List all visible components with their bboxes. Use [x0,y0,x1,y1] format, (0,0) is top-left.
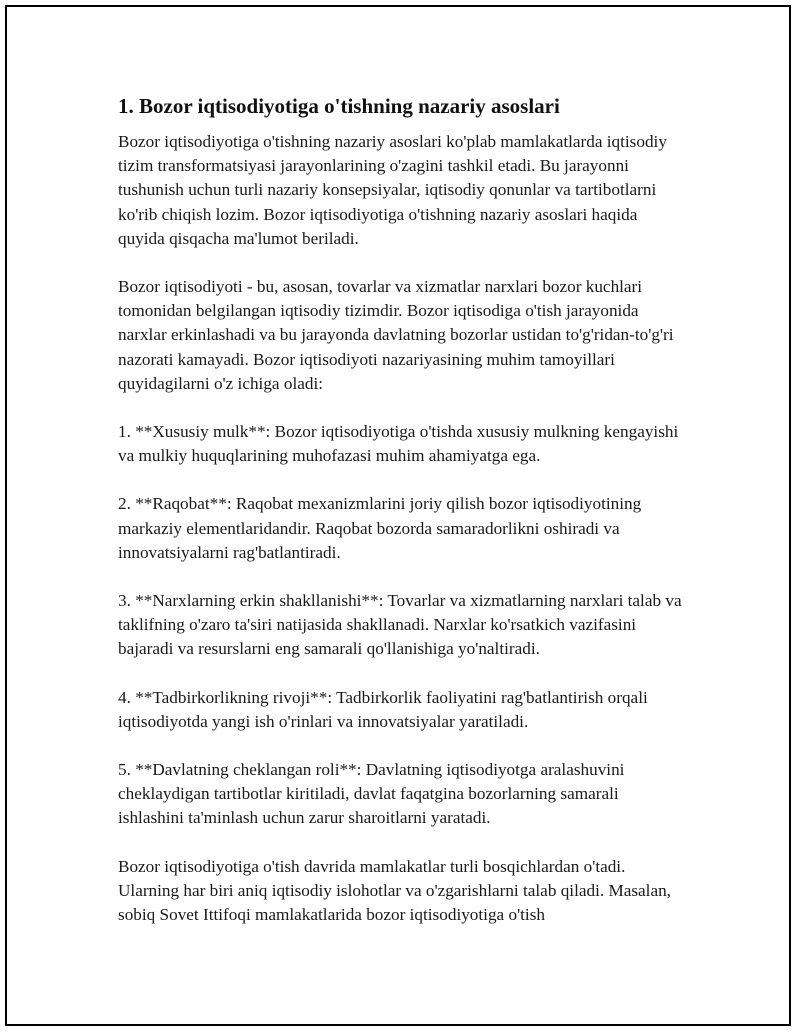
transition-paragraph: Bozor iqtisodiyotiga o'tish davrida mamlakatlar turli bosqichlardan o'tadi. Ularning har biri aniq iqtisodiy islohotlar va o'zgarishlarni talab qiladi. Masalan, sobiq Sovet Ittifoqi mamlakatlarida bozor iqtisodiyotiga o'tish [118,856,671,925]
principle-private-property: 1. **Xususiy mulk**: Bozor iqtisodiyotiga o'tishda xususiy mulkning kengayishi va mulkiy huquqlarining muhofazasi muhim ahamiyatga ega. [118,422,679,466]
definition-paragraph: Bozor iqtisodiyoti - bu, asosan, tovarlar va xizmatlar narxlari bozor kuchlari tomonidan belgilangan iqtisodiy tizimdir. Bozor iqtisodiga o'tish jarayonida narxlar erkinlashadi va bu jarayonda davlatning bozorlar ustidan to'g'ridan-to'g'ri nazorati kamayadi. Bozor iqtisodiyoti nazariyasining muhim tamoyillari quyidagilarni o'z ichiga oladi: [118,277,674,393]
principle-limited-state-role: 5. **Davlatning cheklangan roli**: Davlatning iqtisodiyotga aralashuvini cheklaydigan tartibotlar kiritiladi, davlat faqatgina bozorlarning samarali ishlashini ta'minlash uchun zarur sharoitlarni yaratadi. [118,760,625,828]
principle-free-pricing: 3. **Narxlarning erkin shakllanishi**: Tovarlar va xizmatlarning narxlari talab va taklifning o'zaro ta'siri natijasida shakllanadi. Narxlar ko'rsatkich vazifasini bajaradi va resurslarni eng samarali qo'llanishiga yo'naltiradi. [118,591,682,659]
section-heading: 1. Bozor iqtisodiyotiga o'tishning nazariy asoslari [118,94,560,118]
intro-paragraph: Bozor iqtisodiyotiga o'tishning nazariy asoslari ko'plab mamlakatlarda iqtisodiy tizim transformatsiyasi jarayonlarining o'zagini tashkil etadi. Bu jarayonni tushunish uchun turli nazariy konsepsiyalar, iqtisodiy qonunlar va tartibotlarni ko'rib chiqish lozim. Bozor iqtisodiyotiga o'tishning nazariy asoslari haqida quyida qisqacha ma'lumot beriladi. [118,132,667,248]
principle-competition: 2. **Raqobat**: Raqobat mexanizmlarini joriy qilish bozor iqtisodiyotining markaziy elementlaridandir. Raqobat bozorda samaradorlikni oshiradi va innovatsiyalarni rag'batlantiradi. [118,494,642,562]
principle-entrepreneurship: 4. **Tadbirkorlikning rivoji**: Tadbirkorlik faoliyatini rag'batlantirish orqali iqtisodiyotda yangi ish o'rinlari va innovatsiyalar yaratiladi. [118,687,648,731]
document-body [118,92,688,951]
